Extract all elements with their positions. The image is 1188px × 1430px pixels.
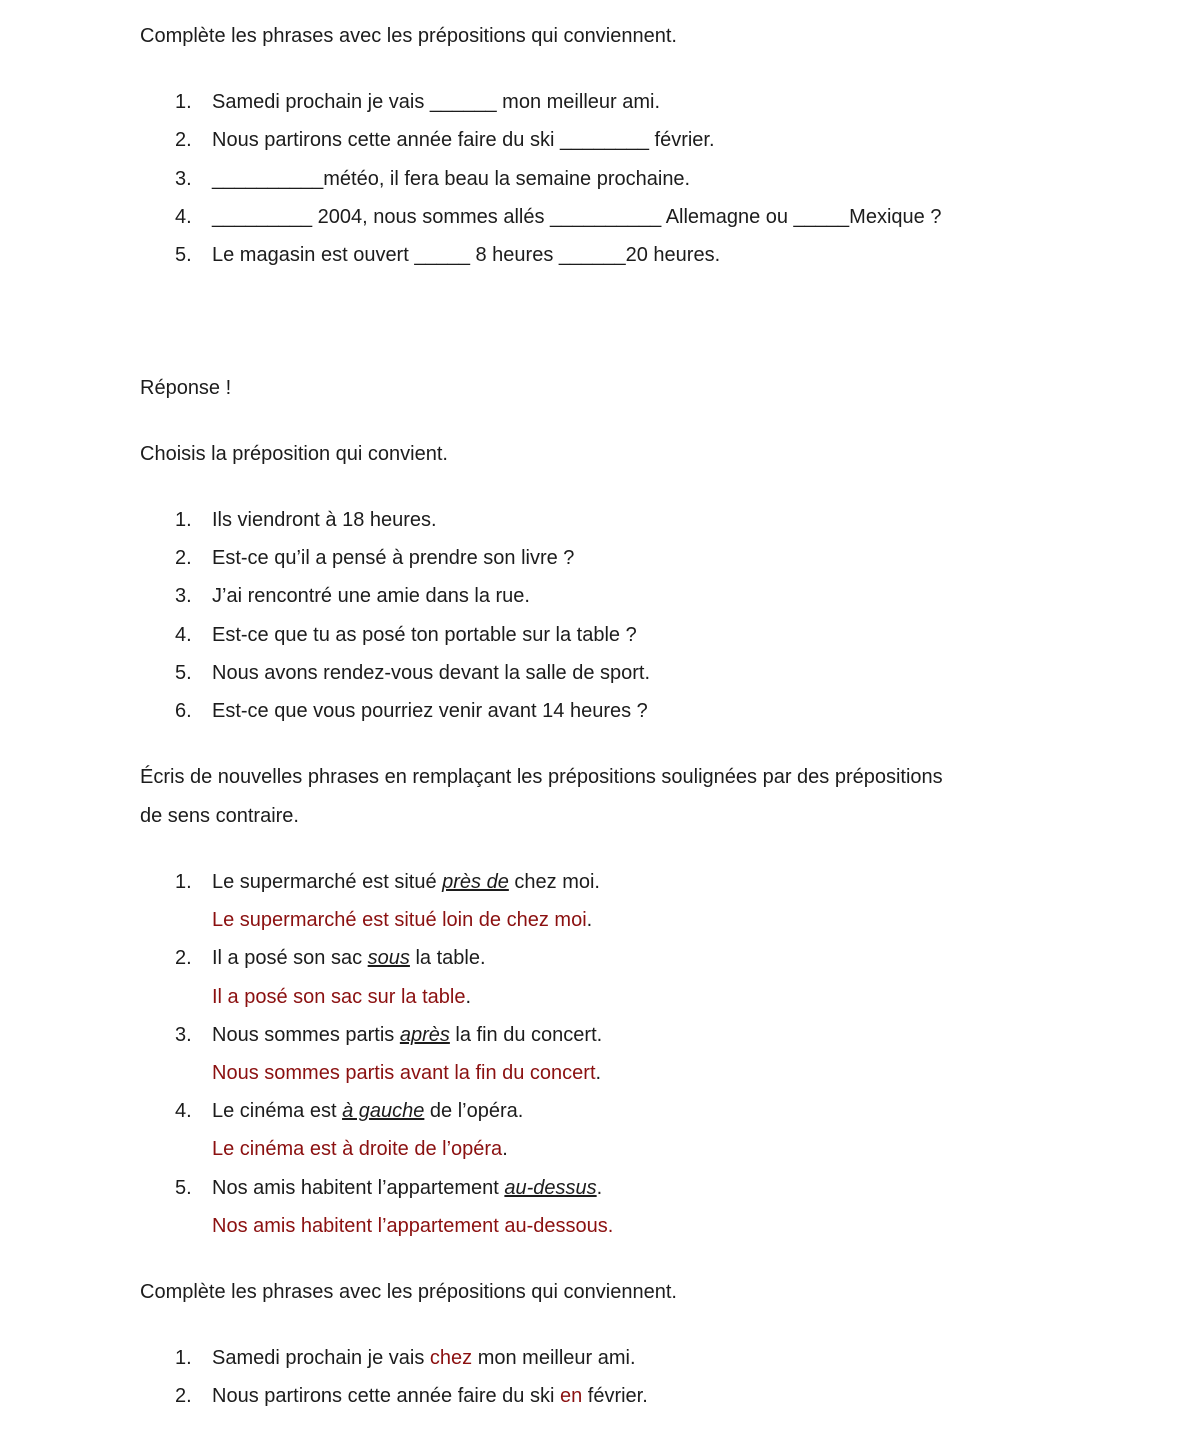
item-text: Est-ce que tu as posé ton portable sur la table ? — [212, 624, 637, 646]
exercise-instruction: Complète les phrases avec les prépositions qui conviennent. — [140, 1281, 677, 1303]
item-number: 5. — [175, 244, 192, 266]
list-item — [175, 946, 486, 970]
item-text-before: Le cinéma est — [212, 1100, 343, 1122]
underlined-preposition: après — [399, 1024, 450, 1046]
item-text: Le magasin est ouvert _____ 8 heures ______20 heures. — [212, 244, 721, 266]
item-text: Est-ce que vous pourriez venir avant 14 heures ? — [212, 700, 648, 722]
item-text-before: Nous sommes partis — [212, 1024, 400, 1046]
item-number: 4. — [175, 206, 192, 228]
item-text-before: Samedi prochain je vais — [212, 1347, 430, 1369]
list-item — [175, 508, 437, 532]
item-number: 2. — [175, 547, 192, 569]
answer-line — [212, 1214, 613, 1238]
item-number: 2. — [175, 129, 192, 151]
list-item — [175, 623, 637, 647]
answer-punctuation: . — [586, 909, 593, 931]
list-item — [175, 90, 660, 114]
answer-text: Le supermarché est situé loin de chez moi — [212, 909, 587, 931]
answer-text: Il a posé son sac sur la table — [212, 986, 466, 1008]
list-item — [175, 1346, 636, 1370]
list-item — [175, 1023, 602, 1047]
item-text: Nous partirons cette année faire du ski ________ février. — [212, 129, 715, 151]
answer-punctuation: . — [502, 1138, 508, 1160]
item-number: 1. — [175, 871, 192, 893]
answer-punctuation: . — [595, 1062, 602, 1084]
answer-text: Nos amis habitent l’appartement au-dessous. — [212, 1215, 614, 1237]
list-item — [175, 1099, 523, 1123]
item-number: 2. — [175, 1385, 192, 1407]
answer-preposition: chez — [429, 1347, 473, 1369]
item-text-after: de l’opéra. — [424, 1100, 524, 1122]
list-item — [175, 584, 530, 608]
exercise-instruction: Choisis la préposition qui convient. — [140, 443, 448, 465]
item-number: 2. — [175, 947, 192, 969]
item-number: 6. — [175, 700, 192, 722]
exercise-instruction-continued: de sens contraire. — [140, 805, 299, 827]
underlined-preposition: sous — [367, 947, 410, 969]
item-number: 3. — [175, 1024, 192, 1046]
underlined-preposition: près de — [442, 871, 509, 893]
item-text-before: Nous partirons cette année faire du ski — [212, 1385, 560, 1407]
answer-line — [212, 985, 471, 1009]
list-item — [175, 1176, 602, 1200]
item-text-after: mon meilleur ami. — [472, 1347, 636, 1369]
list-item — [175, 870, 600, 894]
item-text-before: Il a posé son sac — [212, 947, 368, 969]
list-item — [175, 128, 715, 152]
item-number: 3. — [175, 585, 192, 607]
item-text: J’ai rencontré une amie dans la rue. — [212, 585, 530, 607]
item-text-before: Nos amis habitent l’appartement — [212, 1177, 505, 1199]
item-text: Samedi prochain je vais ______ mon meilleur ami. — [212, 91, 661, 113]
item-text-after: février. — [582, 1385, 648, 1407]
item-text-before: Le supermarché est situé — [212, 871, 443, 893]
item-number: 4. — [175, 624, 192, 646]
item-text: _________ 2004, nous sommes allés __________ Allemagne ou _____Mexique ? — [212, 206, 942, 228]
underlined-preposition: au-dessus — [504, 1177, 597, 1199]
list-item — [175, 1384, 648, 1408]
list-item — [175, 546, 574, 570]
underlined-preposition: à gauche — [342, 1100, 425, 1122]
item-number: 3. — [175, 168, 192, 190]
list-item — [175, 661, 650, 685]
item-number: 1. — [175, 1347, 192, 1369]
item-number: 1. — [175, 91, 192, 113]
answer-text: Nous sommes partis avant la fin du concert — [212, 1062, 596, 1084]
item-number: 5. — [175, 1177, 192, 1199]
list-item — [175, 167, 690, 191]
item-text: Nous avons rendez-vous devant la salle de sport. — [212, 662, 651, 684]
item-number: 1. — [175, 509, 192, 531]
item-text: Est-ce qu’il a pensé à prendre son livre ? — [212, 547, 575, 569]
answer-line — [212, 1061, 601, 1085]
answer-text: Le cinéma est à droite de l’opéra — [212, 1138, 503, 1160]
list-item — [175, 205, 941, 229]
item-text-after: la table. — [409, 947, 486, 969]
answer-line — [212, 1137, 508, 1161]
item-text: Ils viendront à 18 heures. — [212, 509, 437, 531]
item-text-after: chez moi. — [508, 871, 600, 893]
exercise-instruction: Complète les phrases avec les prépositions qui conviennent. — [140, 25, 677, 47]
answer-preposition: en — [559, 1385, 583, 1407]
item-number: 4. — [175, 1100, 192, 1122]
answer-line — [212, 908, 592, 932]
item-number: 5. — [175, 662, 192, 684]
item-text-after: . — [596, 1177, 603, 1199]
answer-punctuation: . — [465, 986, 472, 1008]
item-text-after: la fin du concert. — [449, 1024, 603, 1046]
list-item — [175, 699, 648, 723]
exercise-instruction: Écris de nouvelles phrases en remplaçant les prépositions soulignées par des prépositions — [140, 766, 943, 788]
answer-heading: Réponse ! — [140, 377, 232, 399]
item-text: __________météo, il fera beau la semaine prochaine. — [212, 168, 691, 190]
list-item — [175, 243, 720, 267]
